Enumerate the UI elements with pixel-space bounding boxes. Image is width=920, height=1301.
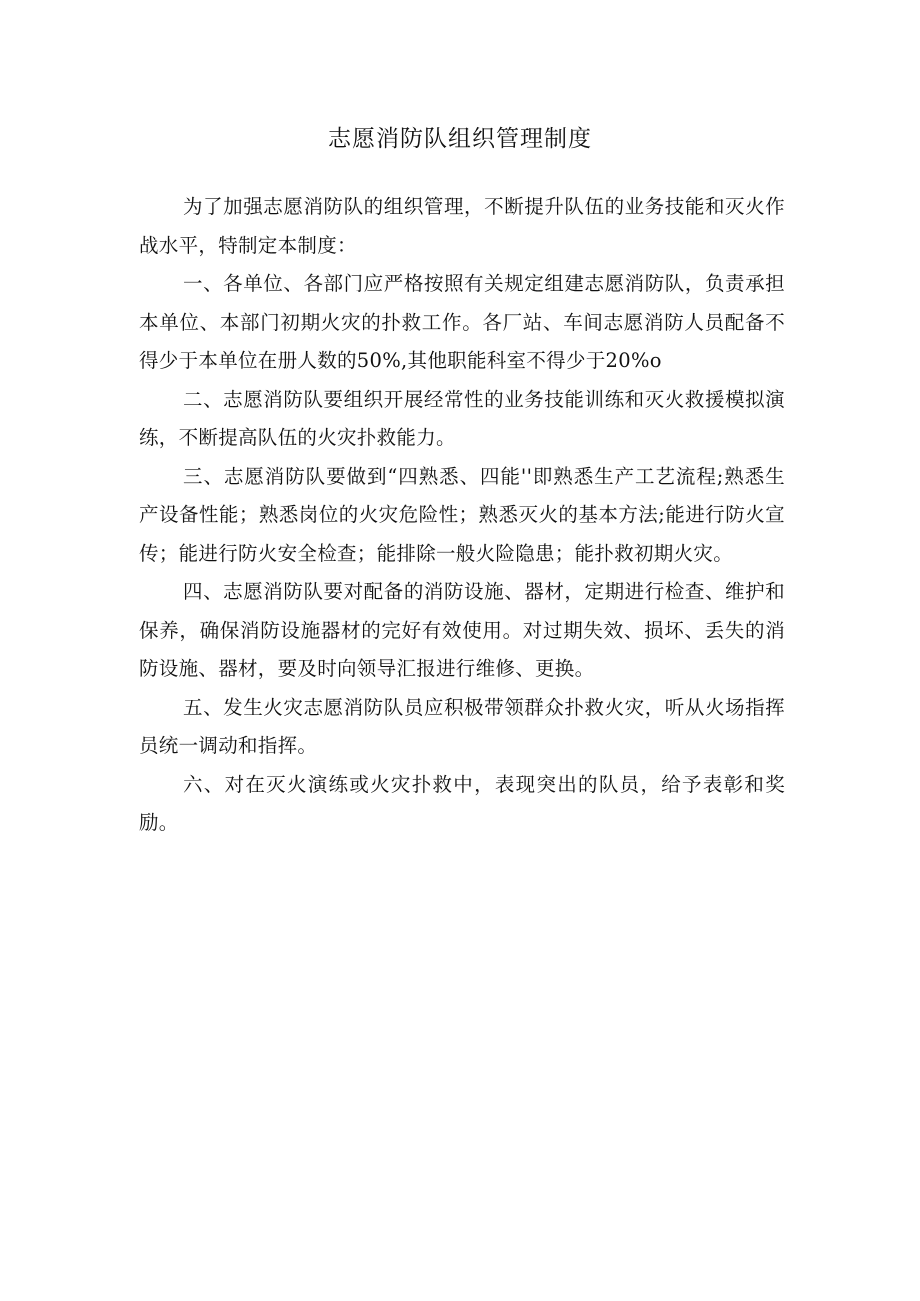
paragraph-item-3: 三、志愿消防队要做到“四熟悉、四能''即熟悉生产工艺流程;熟悉生产设备性能；熟悉岗位的火灾危险性；熟悉灭火的基本方法;能进行防火宣传；能进行防火安全检查；能排除一般火险隐患；能扑救初期火灾。 bbox=[139, 464, 785, 565]
paragraph-item-6: 六、对在灭火演练或火灾扑救中，表现突出的队员，给予表彰和奖励。 bbox=[139, 772, 785, 834]
paragraph-item-2: 二、志愿消防队要组织开展经常性的业务技能训练和灭火救援模拟演练，不断提高队伍的火灾扑救能力。 bbox=[139, 387, 785, 449]
paragraph-intro: 为了加强志愿消防队的组织管理，不断提升队伍的业务技能和灭火作战水平，特制定本制度： bbox=[139, 195, 785, 257]
paragraph-item-1: 一、各单位、各部门应严格按照有关规定组建志愿消防队，负责承担本单位、本部门初期火灾的扑救工作。各厂站、车间志愿消防人员配备不得少于本单位在册人数的50%,其他职能科室不得少于20%o bbox=[139, 272, 785, 372]
document-title: 志愿消防队组织管理制度 bbox=[328, 126, 592, 152]
paragraph-item-5: 五、发生火灾志愿消防队员应积极带领群众扑救火灾，听从火场指挥员统一调动和指挥。 bbox=[139, 695, 785, 757]
paragraph-item-4: 四、志愿消防队要对配备的消防设施、器材，定期进行检查、维护和保养，确保消防设施器材的完好有效使用。对过期失效、损坏、丢失的消防设施、器材，要及时向领导汇报进行维修、更换。 bbox=[139, 580, 785, 680]
document-body bbox=[139, 188, 785, 843]
